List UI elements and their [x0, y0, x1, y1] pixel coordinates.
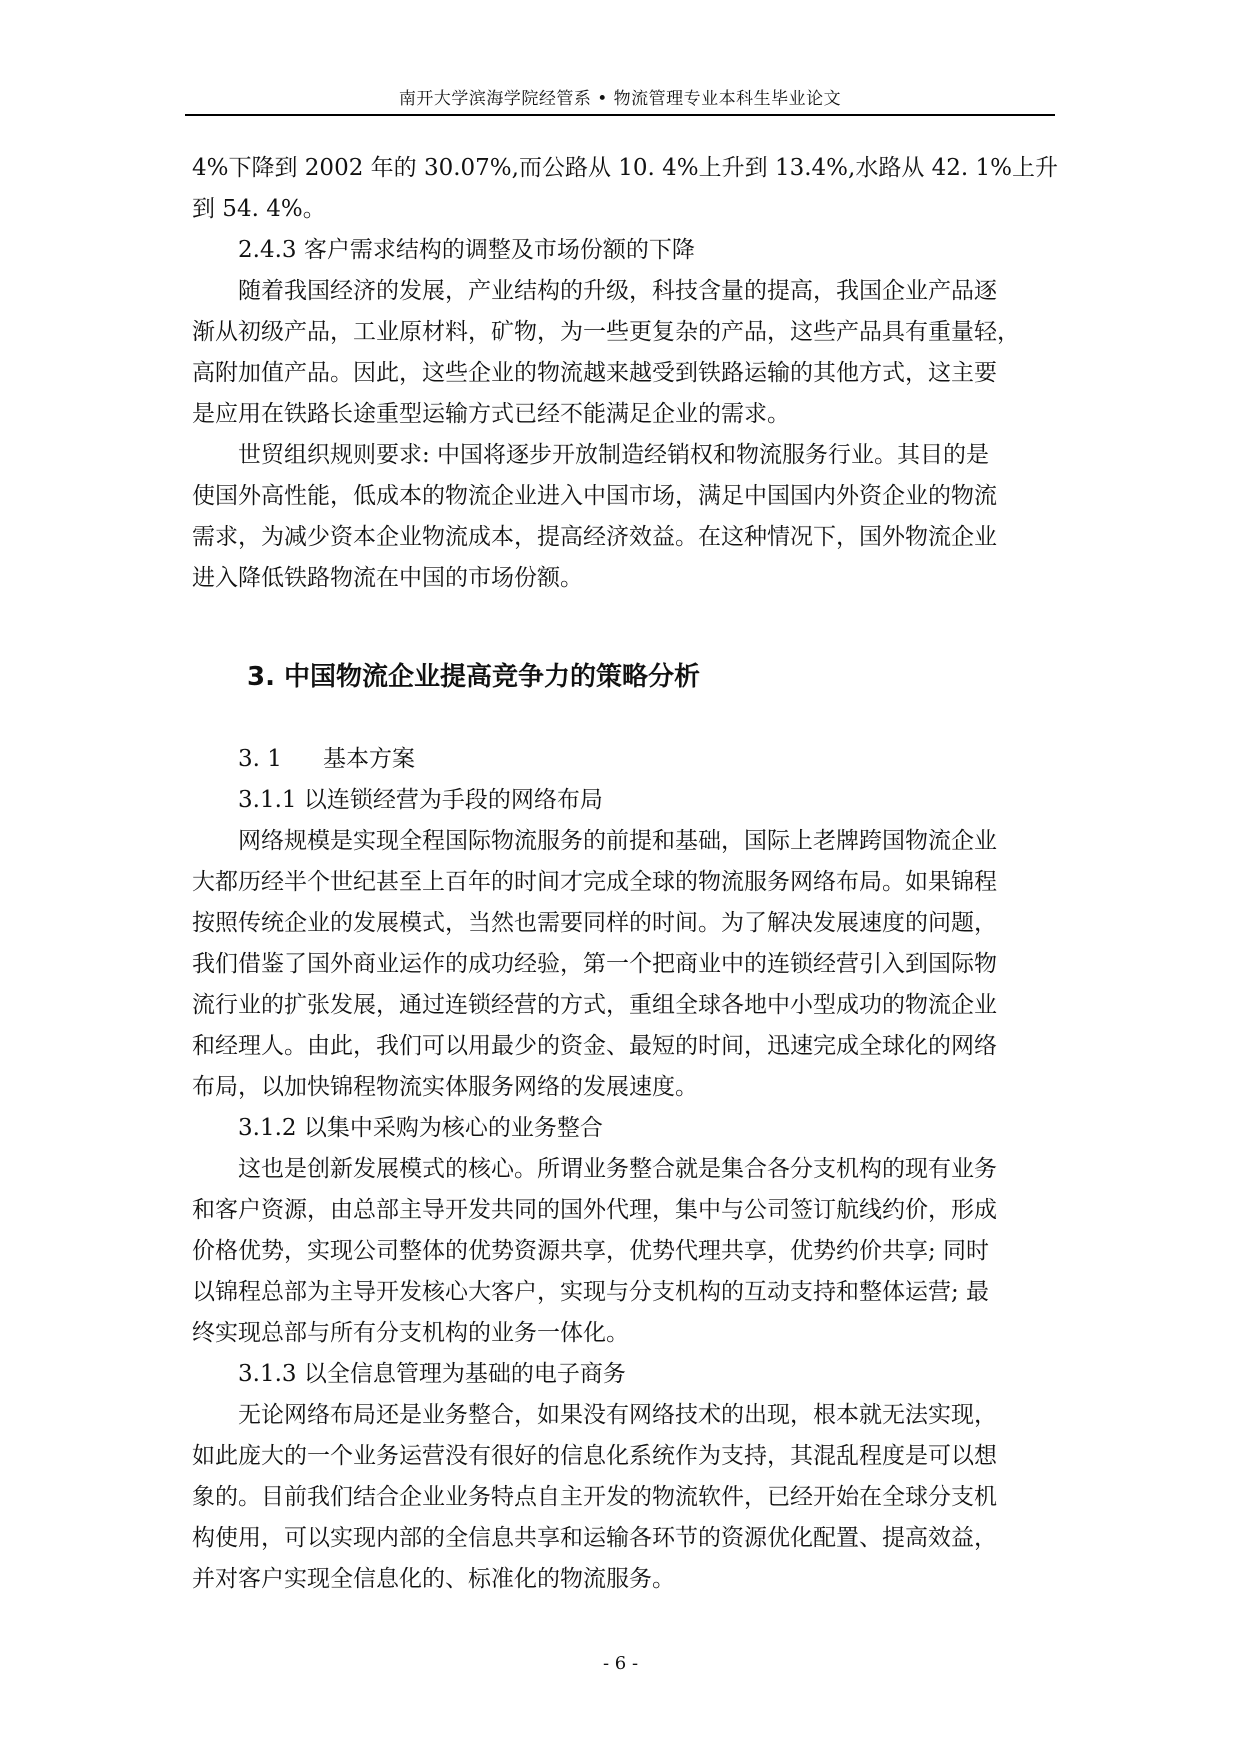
- text-line: 进入降低铁路物流在中国的市场份额。: [192, 565, 583, 591]
- page-number: - 6 -: [602, 1653, 639, 1674]
- text-line: 无论网络布局还是业务整合，如果没有网络技术的出现，根本就无法实现，: [238, 1402, 997, 1428]
- text-line: 大都历经半个世纪甚至上百年的时间才完成全球的物流服务网络布局。如果锦程: [192, 869, 997, 895]
- text-line: 是应用在铁路长途重型运输方式已经不能满足企业的需求。: [192, 401, 790, 427]
- document-body: [192, 148, 1059, 1592]
- text-line: 以锦程总部为主导开发核心大客户，实现与分支机构的互动支持和整体运营; 最: [192, 1279, 990, 1305]
- text-line: 世贸组织规则要求: 中国将逐步开放制造经销权和物流服务行业。其目的是: [238, 442, 990, 468]
- text-line: 布局，以加快锦程物流实体服务网络的发展速度。: [192, 1074, 698, 1100]
- text-line: 随着我国经济的发展，产业结构的升级，科技含量的提高，我国企业产品逐: [238, 278, 997, 304]
- text-line: 4%下降到 2002 年的 30.07%,而公路从 10. 4%上升到 13.4%,水路从 42. 1%上升: [192, 155, 1059, 181]
- text-line: 需求，为减少资本企业物流成本，提高经济效益。在这种情况下，国外物流企业: [192, 524, 997, 550]
- paragraph-block-1: [192, 148, 1058, 599]
- text-line: 象的。目前我们结合企业业务特点自主开发的物流软件，已经开始在全球分支机: [192, 1484, 997, 1510]
- text-line: 终实现总部与所有分支机构的业务一体化。: [192, 1320, 629, 1346]
- subsection-heading-3-1-3: 3.1.3 以全信息管理为基础的电子商务: [238, 1361, 626, 1387]
- subsection-heading-2-4-3: 2.4.3 客户需求结构的调整及市场份额的下降: [238, 237, 695, 263]
- section-heading-3-1: [238, 739, 415, 780]
- text-line: 按照传统企业的发展模式，当然也需要同样的时间。为了解决发展速度的问题，: [192, 910, 997, 936]
- text-line: 流行业的扩张发展，通过连锁经营的方式，重组全球各地中小型成功的物流企业: [192, 992, 997, 1018]
- section-number: 3. 1: [238, 746, 282, 772]
- text-line: 这也是创新发展模式的核心。所谓业务整合就是集合各分支机构的现有业务: [238, 1156, 997, 1182]
- text-line: 如此庞大的一个业务运营没有很好的信息化系统作为支持，其混乱程度是可以想: [192, 1443, 997, 1469]
- subsection-heading-3-1-2: 3.1.2 以集中采购为核心的业务整合: [238, 1115, 603, 1141]
- text-line: 并对客户实现全信息化的、标准化的物流服务。: [192, 1566, 675, 1592]
- text-line: 价格优势，实现公司整体的优势资源共享，优势代理共享，优势约价共享; 同时: [192, 1238, 990, 1264]
- text-line: 高附加值产品。因此，这些企业的物流越来越受到铁路运输的其他方式，这主要: [192, 360, 997, 386]
- text-line: 我们借鉴了国外商业运作的成功经验，第一个把商业中的连锁经营引入到国际物: [192, 951, 997, 977]
- text-line: 到 54. 4%。: [192, 196, 326, 222]
- section-title: 基本方案: [323, 746, 415, 772]
- paragraph-block-2: [192, 780, 1058, 1600]
- page-header: 南开大学滨海学院经管系 • 物流管理专业本科生毕业论文: [398, 89, 842, 109]
- text-line: 使国外高性能，低成本的物流企业进入中国市场，满足中国国内外资企业的物流: [192, 483, 997, 509]
- text-line: 和客户资源，由总部主导开发共同的国外代理，集中与公司签订航线约价，形成: [192, 1197, 997, 1223]
- text-line: 和经理人。由此，我们可以用最少的资金、最短的时间，迅速完成全球化的网络: [192, 1033, 997, 1059]
- text-line: 渐从初级产品，工业原材料，矿物，为一些更复杂的产品，这些产品具有重量轻，: [192, 319, 1020, 345]
- text-line: 网络规模是实现全程国际物流服务的前提和基础，国际上老牌跨国物流企业: [238, 828, 997, 854]
- text-line: 构使用，可以实现内部的全信息共享和运输各环节的资源优化配置、提高效益，: [192, 1525, 997, 1551]
- header-divider: [185, 114, 1055, 116]
- section-heading-3: 3. 中国物流企业提高竞争力的策略分析: [247, 662, 701, 692]
- subsection-heading-3-1-1: 3.1.1 以连锁经营为手段的网络布局: [238, 787, 603, 813]
